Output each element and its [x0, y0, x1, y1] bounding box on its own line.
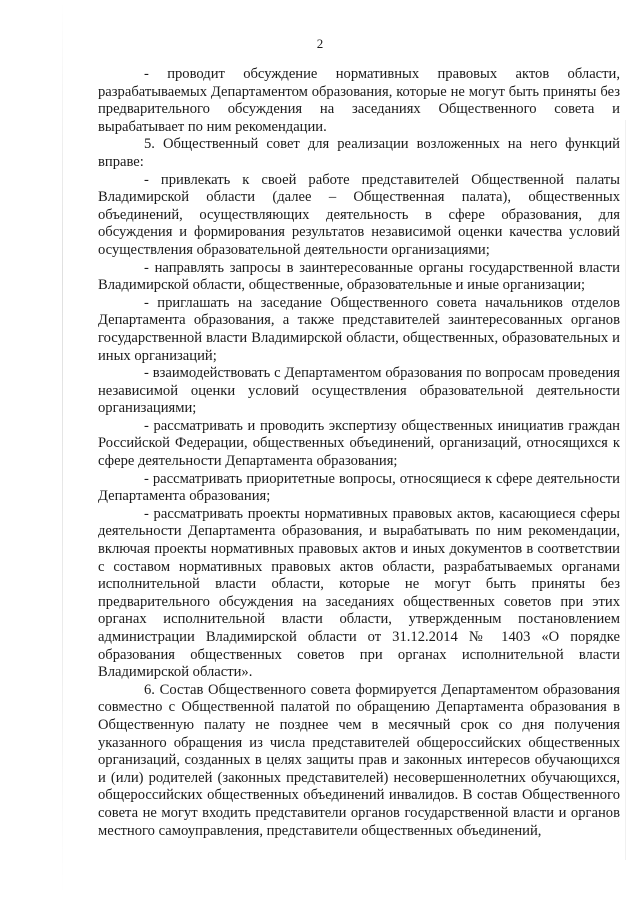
- paragraph-send-requests: - направлять запросы в заинтересованные органы государственной власти Владимирской области, общественные, образовательные и иные организации;: [98, 259, 620, 294]
- page-number: 2: [316, 36, 324, 51]
- paragraph-attract-representatives: - привлекать к своей работе представителей Общественной палаты Владимирской области (далее – Общественная палата), общественных объединений, осуществляющих деятельность в сфере образования, для обсуждения и формирования результатов независимой оценки качества условий осуществления образовательной деятельности организациями;: [98, 171, 620, 258]
- scan-edge-shadow-right: [625, 120, 626, 860]
- paragraph-review-initiatives: - рассматривать и проводить экспертизу общественных инициатив граждан Российской Федерации, общественных объединений, организаций, относящихся к сфере деятельности Департамента образования;: [98, 417, 620, 470]
- scan-edge-shadow: [62, 0, 63, 897]
- paragraph-section-5-heading: 5. Общественный совет для реализации возложенных на него функций вправе:: [98, 136, 620, 170]
- document-body: [98, 66, 620, 840]
- paragraph-section-6-composition: 6. Состав Общественного совета формируется Департаментом образования совместно с Общественной палатой по обращению Департамента образования в Общественную палату не позднее чем в месячный срок со дня получения указанного обращения из числа представителей общероссийских общественных организаций, созданных в целях защиты прав и законных интересов обучающихся и (или) родителей (законных представителей) несовершеннолетних обучающихся, общероссийских общественных объединений инвалидов. В состав Общественного совета не могут входить представители органов государственной власти и органов местного самоуправления, представители общественных объединений,: [98, 681, 620, 839]
- paragraph-interact-with-department: - взаимодействовать с Департаментом образования по вопросам проведения независимой оценки условий осуществления образовательной деятельности организациями;: [98, 365, 620, 417]
- paragraph-review-draft-acts: - рассматривать проекты нормативных правовых актов, касающиеся сферы деятельности Департамента образования, и вырабатывать по ним рекомендации, включая проекты нормативных правовых актов и иных документов в соответствии с составом нормативных правовых актов области, разрабатываемых органами исполнительной власти области, которые не могут быть приняты без предварительного обсуждения на заседаниях общественных советов при этих органах исполнительной власти области, утвержденным постановлением администрации Владимирской области от 31.12.2014 № 1403 «О порядке образования общественных советов при органах исполнительной власти Владимирской области».: [98, 505, 620, 681]
- paragraph-priority-questions: - рассматривать приоритетные вопросы, относящиеся к сфере деятельности Департамента образования;: [98, 470, 620, 505]
- paragraph-discussion-acts: - проводит обсуждение нормативных правовых актов области, разрабатываемых Департаментом образования, которые не могут быть приняты без предварительного обсуждения на заседаниях Общественного совета и вырабатывает по ним рекомендации.: [98, 66, 620, 135]
- paragraph-invite-to-meeting: - приглашать на заседание Общественного совета начальников отделов Департамента образования, а также представителей заинтересованных органов государственной власти Владимирской области, общественных, образовательных и иных организаций;: [98, 294, 620, 364]
